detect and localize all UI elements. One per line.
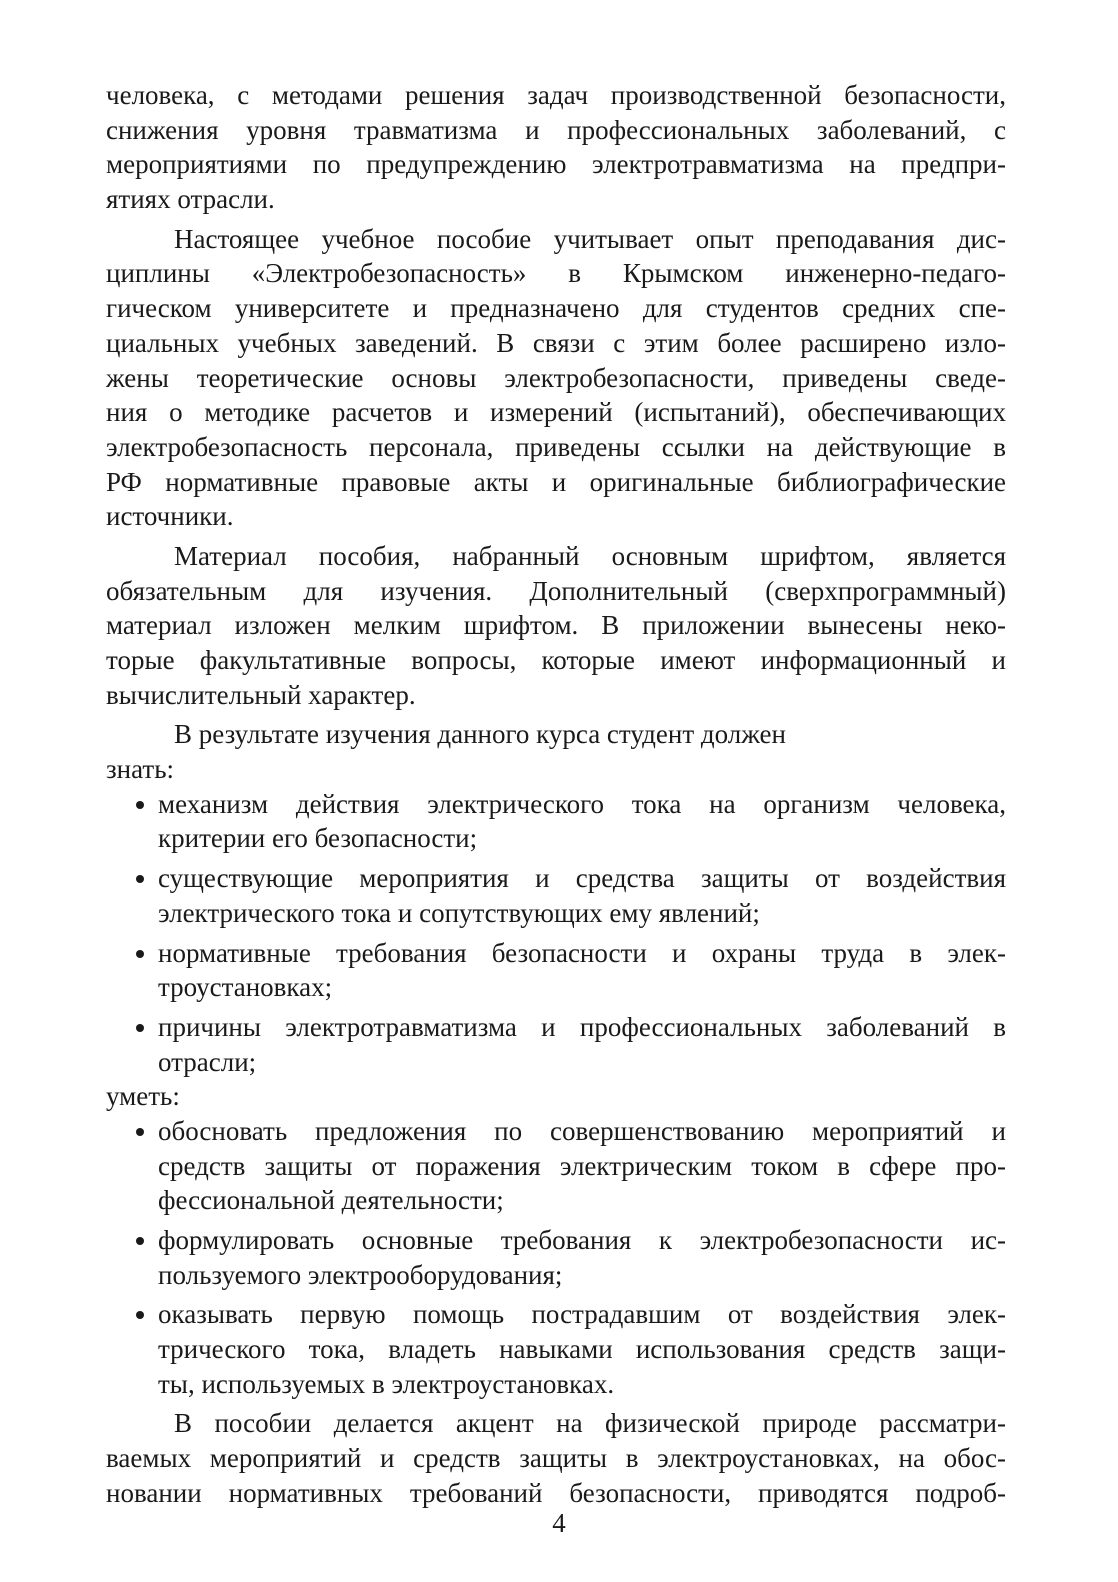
list-item-continuation: троустановках; [158,972,333,1003]
text-line: ния о методике расчетов и измерений (испытаний), обеспечивающих [106,397,1006,428]
list-heading-know: знать: [106,754,175,785]
list-item: существующие мероприятия и средства защиты от воздействия [106,861,1006,896]
list-item-continuation: отрасли; [158,1046,257,1077]
list-item-continuation: критерии его безопасности; [158,823,478,854]
text-line: циальных учебных заведений. В связи с этим более расширено изло- [106,327,1006,358]
text-line: РФ нормативные правовые акты и оригинальные библиографические [106,466,1006,497]
list-item-continuation: трического тока, владеть навыками использования средств защи- [158,1334,1006,1365]
bullet-icon [136,1311,144,1319]
text-line: ятиях отрасли. [106,184,275,215]
text-line: человека, с методами решения задач производственной безопасности, [106,80,1006,110]
text-line: мероприятиями по предупреждению электротравматизма на предпри- [106,149,1006,180]
text-line: источники. [106,501,234,532]
list-item: обосновать предложения по совершенствованию мероприятий и [106,1114,1006,1149]
bullet-icon [136,950,144,958]
list-item: механизм действия электрического тока на организм человека, [106,787,1006,822]
list-item: оказывать первую помощь пострадавшим от воздействия элек- [106,1297,1006,1332]
text-line: жены теоретические основы электробезопасности, приведены сведе- [106,362,1006,393]
paragraph-first-line: В результате изучения данного курса студент должен [174,719,786,750]
body-text [106,78,1006,1511]
text-line: материал изложен мелким шрифтом. В приложении вынесены неко- [106,610,1006,641]
list-heading-can: уметь: [106,1081,180,1112]
paragraph-first-line: Настоящее учебное пособие учитывает опыт преподавания дис- [174,223,1006,254]
bullet-icon [136,1237,144,1245]
text-line: новании нормативных требований безопасности, приводятся подроб- [106,1477,1006,1508]
text-line: ваемых мероприятий и средств защиты в электроустановках, на обос- [106,1443,1006,1474]
list-item: причины электротравматизма и профессиональных заболеваний в [106,1010,1006,1045]
paragraph-first-line: Материал пособия, набранный основным шрифтом, является [174,540,1006,571]
bullet-icon [136,1024,144,1032]
list-item-continuation: средств защиты от поражения электрическим током в сфере про- [158,1150,1006,1181]
list-item-continuation: пользуемого электрооборудования; [158,1259,563,1290]
text-line: торые факультативные вопросы, которые имеют информационный и [106,645,1006,675]
bullet-icon [136,1128,144,1136]
list-item-continuation: электрического тока и сопутствующих ему явлений; [158,897,760,928]
text-line: циплины «Электробезопасность» в Крымском инженерно-педаго- [106,258,1006,289]
bullet-icon [136,801,144,809]
list-item-continuation: фессиональной деятельности; [158,1185,504,1216]
text-line: обязательным для изучения. Дополнительный (сверхпрограммный) [106,575,1006,606]
list-item-continuation: ты, используемых в электроустановках. [158,1368,615,1399]
text-line: снижения уровня травматизма и профессиональных заболеваний, с [106,114,1006,145]
text-line: вычислительный характер. [106,679,416,710]
list-item: нормативные требования безопасности и охраны труда в элек- [106,936,1006,971]
list-item: формулировать основные требования к электробезопасности ис- [106,1223,1006,1258]
bullet-icon [136,875,144,883]
paragraph-first-line: В пособии делается акцент на физической природе рассматри- [174,1408,1006,1439]
text-line: гическом университете и предназначено для студентов средних спе- [106,293,1006,324]
text-line: электробезопасность персонала, приведены ссылки на действующие в [106,431,1006,462]
page-number: 4 [552,1508,566,1538]
